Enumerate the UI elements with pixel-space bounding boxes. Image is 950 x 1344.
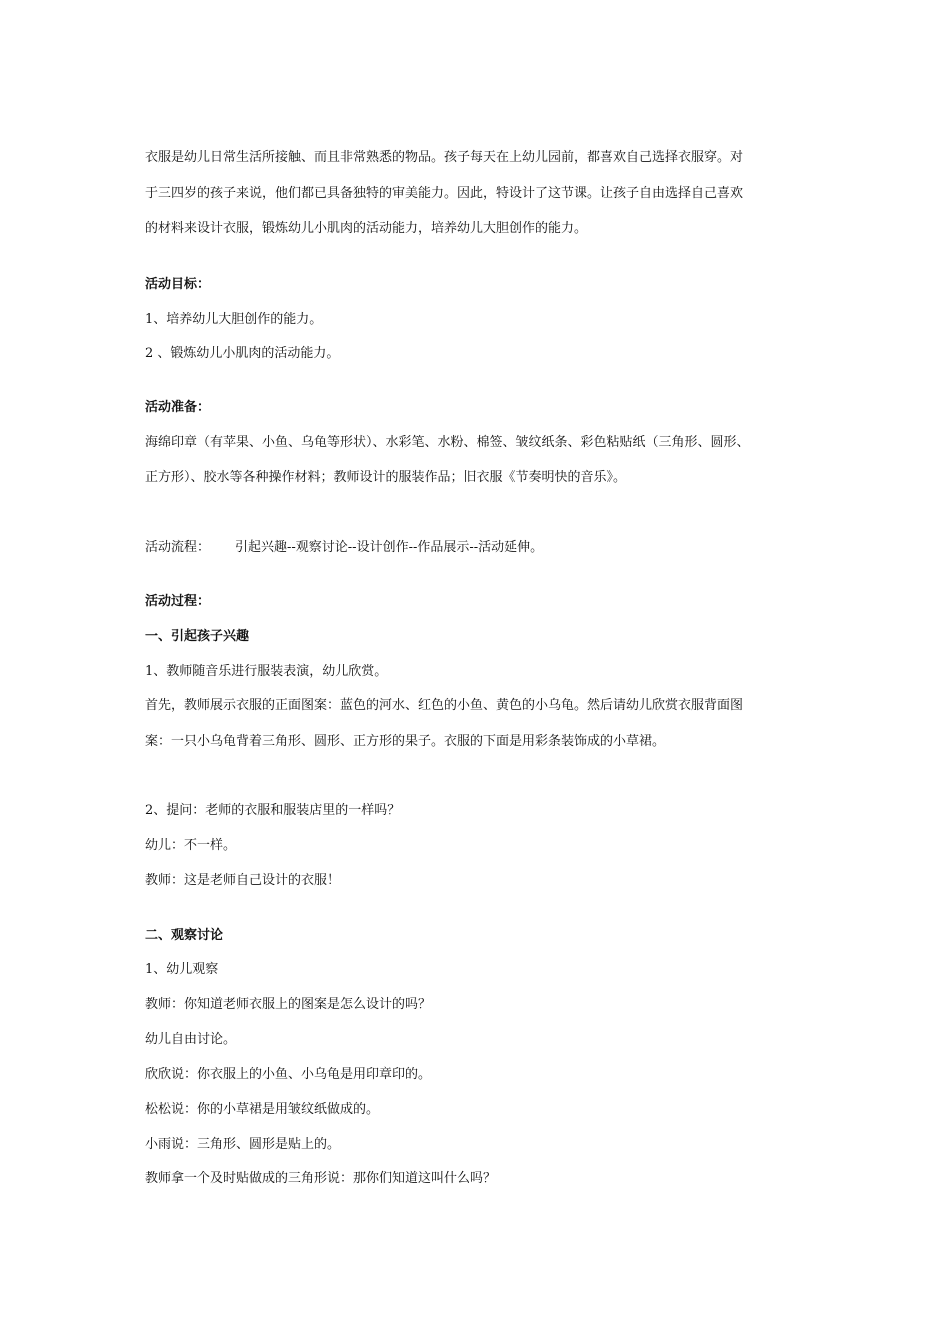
section2-line-3: 欣欣说：你衣服上的小鱼、小乌龟是用印章印的。 [145, 1067, 432, 1082]
section1-title: 一、引起孩子兴趣 [145, 629, 250, 644]
section1-desc-line-2: 案：一只小乌龟背着三角形、圆形、正方形的果子。衣服的下面是用彩条装饰成的小草裙。 [145, 734, 666, 749]
flow-line [145, 540, 543, 556]
intro-line-2: 于三四岁的孩子来说，他们都已具备独特的审美能力。因此，特设计了这节课。让孩子自由选择自己喜欢 [145, 186, 744, 201]
process-heading: 活动过程： [145, 594, 211, 609]
prep-line-2: 正方形）、胶水等各种操作材料；教师设计的服装作品；旧衣服《节奏明快的音乐》。 [145, 470, 627, 485]
section1-item-1: 1、教师随音乐进行服装表演，幼儿欣赏。 [145, 664, 388, 679]
intro-line-3: 的材料来设计衣服，锻炼幼儿小肌肉的活动能力，培养幼儿大胆创作的能力。 [145, 221, 588, 236]
goal-item-1: 1、培养幼儿大胆创作的能力。 [145, 312, 323, 327]
intro-line-1: 衣服是幼儿日常生活所接触、而且非常熟悉的物品。孩子每天在上幼儿园前，都喜欢自己选择衣服穿。对 [145, 150, 744, 165]
section1-desc-line-1: 首先，教师展示衣服的正面图案：蓝色的河水、红色的小鱼、黄色的小乌龟。然后请幼儿欣赏衣服背面图 [145, 698, 744, 713]
section2-line-6: 教师拿一个及时贴做成的三角形说：那你们知道这叫什么吗？ [145, 1171, 497, 1186]
section2-line-2: 幼儿自由讨论。 [145, 1032, 237, 1047]
section2-title: 二、观察讨论 [145, 928, 224, 943]
goal-item-2: 2 、锻炼幼儿小肌肉的活动能力。 [145, 346, 340, 361]
goals-heading: 活动目标： [145, 277, 211, 292]
teacher-answer: 教师：这是老师自己设计的衣服！ [145, 873, 341, 888]
section2-line-5: 小雨说：三角形、圆形是贴上的。 [145, 1137, 341, 1152]
flow-text: 引起兴趣--观察讨论--设计创作--作品展示--活动延伸。 [235, 540, 544, 555]
section2-line-4: 松松说：你的小草裙是用皱纹纸做成的。 [145, 1102, 380, 1117]
child-answer: 幼儿：不一样。 [145, 838, 237, 853]
prep-line-1: 海绵印章（有苹果、小鱼、乌龟等形状）、水彩笔、水粉、棉签、皱纹纸条、彩色粘贴纸（三角形、圆形、 [145, 435, 750, 450]
prep-heading: 活动准备： [145, 400, 211, 415]
section2-line-1: 教师：你知道老师衣服上的图案是怎么设计的吗？ [145, 997, 432, 1012]
flow-label: 活动流程： [145, 540, 211, 555]
section2-item-1: 1、幼儿观察 [145, 962, 219, 977]
section1-item-2: 2、提问：老师的衣服和服装店里的一样吗？ [145, 803, 401, 818]
